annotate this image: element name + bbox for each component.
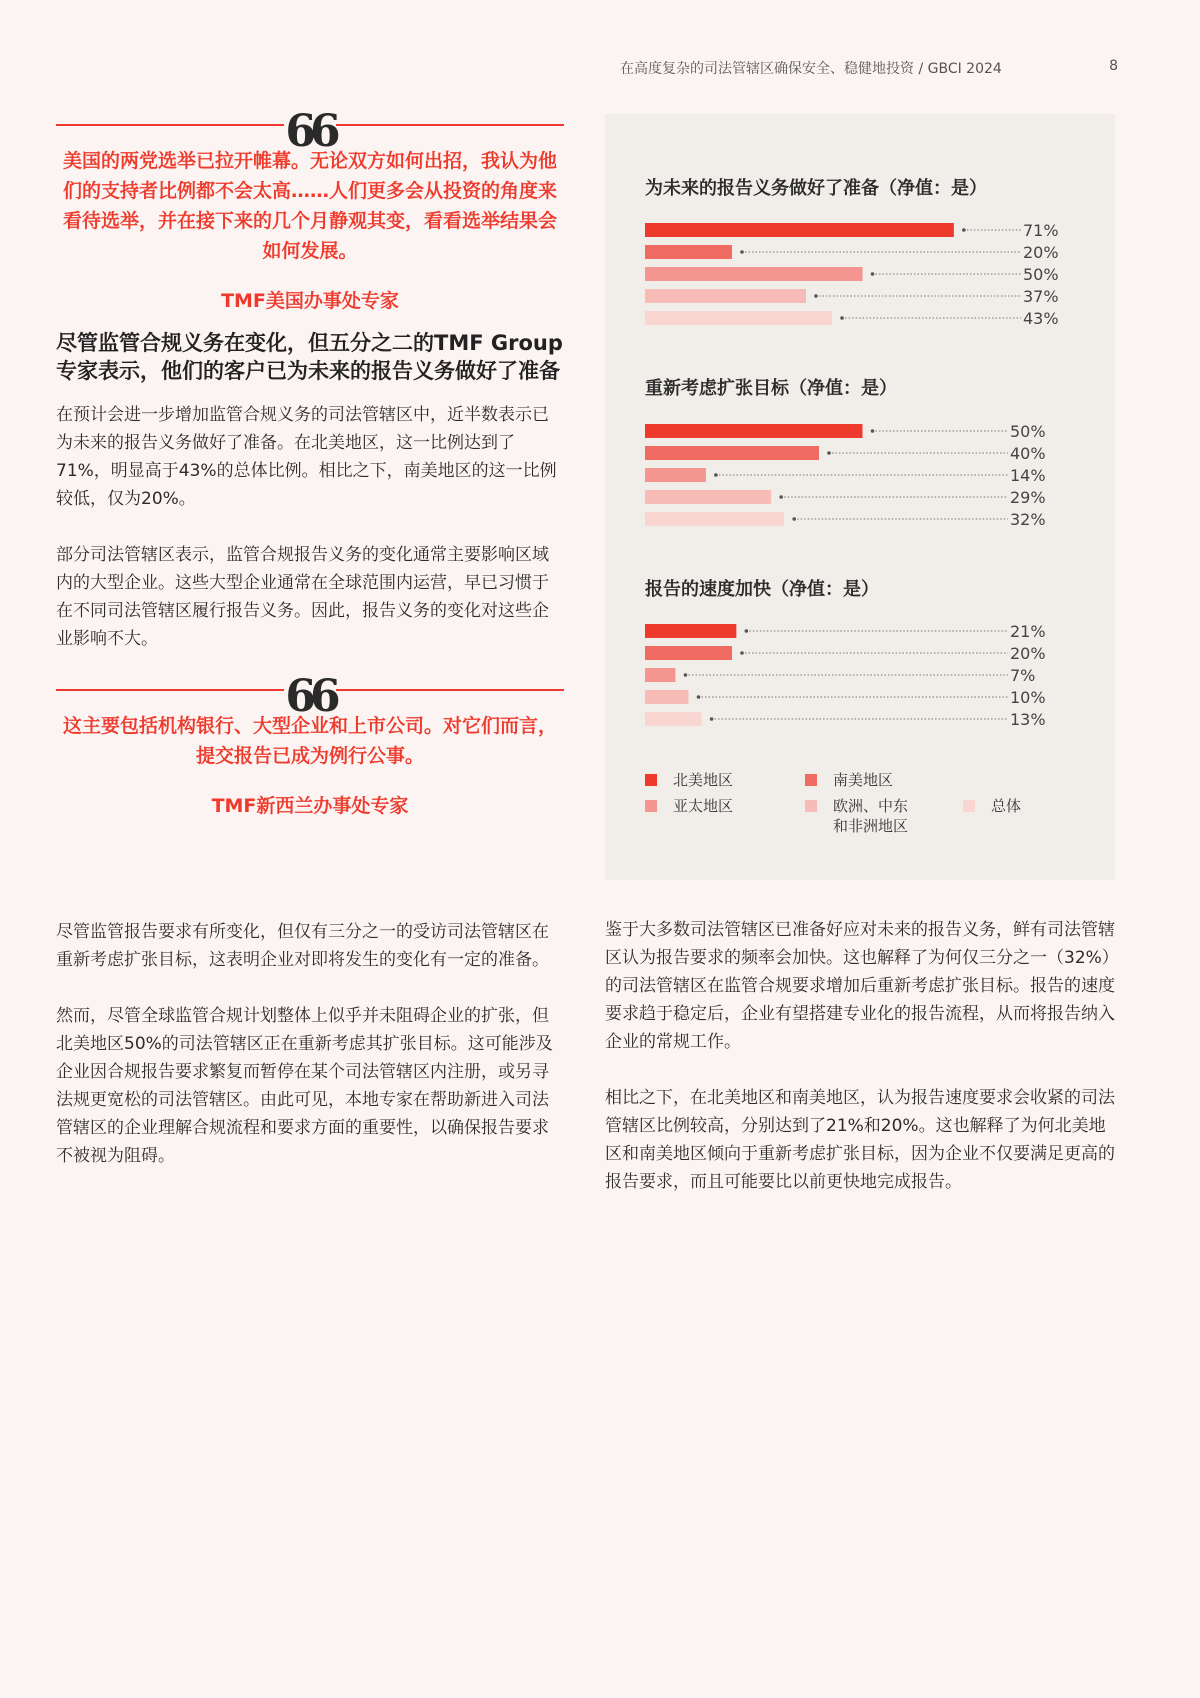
bar bbox=[645, 690, 689, 704]
legend-label-line: 和非洲地区 bbox=[833, 817, 909, 835]
data-label: 40% bbox=[1010, 444, 1046, 463]
body-paragraph: 尽管监管报告要求有所变化，但仅有三分之一的受访司法管辖区在重新考虑扩张目标，这表明企业对即将发生的变化有一定的准备。 bbox=[56, 922, 549, 970]
bar-chart-expansion bbox=[605, 420, 1115, 540]
body-paragraph: 鉴于大多数司法管辖区已准备好应对未来的报告义务，鲜有司法管辖区认为报告要求的频率会加快。这也解释了为何仅三分之一（32%）的司法管辖区在监管合规要求增加后重新考虑扩张目标。报告的速度要求趋于稳定后，企业有望搭建专业化的报告流程，从而将报告纳入企业的常规工作。 bbox=[605, 920, 1115, 1052]
left-bottom-text bbox=[56, 918, 564, 1170]
legend-item bbox=[963, 796, 1021, 816]
bar-chart-speed bbox=[605, 620, 1115, 740]
leader-dot bbox=[745, 629, 749, 633]
leader-dot bbox=[710, 717, 714, 721]
legend-label: 北美地区 bbox=[673, 771, 734, 789]
legend-swatch bbox=[805, 774, 817, 786]
quote-attribution: TMF新西兰办事处专家 bbox=[211, 795, 409, 817]
right-bottom-text bbox=[605, 916, 1115, 1196]
legend-label: 南美地区 bbox=[833, 771, 894, 789]
quote-mark-icon: 66 bbox=[285, 671, 335, 722]
chart-title: 为未来的报告义务做好了准备（净值：是） bbox=[645, 178, 987, 199]
body-paragraph: 相比之下，在北美地区和南美地区，认为报告速度要求会收紧的司法管辖区比例较高，分别达到了21%和20%。这也解释了为何北美地区和南美地区倾向于重新考虑扩张目标，因为企业不仅要满足更高的报告要求，而且可能要比以前更快地完成报告。 bbox=[605, 1088, 1115, 1192]
bar bbox=[645, 624, 736, 638]
data-label: 13% bbox=[1010, 710, 1046, 729]
quote-text: 美国的两党选举已拉开帷幕。无论双方如何出招，我认为他们的支持者比例都不会太高……人们更多会从投资的角度来看待选举，并在接下来的几个月静观其变，看看选举结果会如何发展。 bbox=[62, 150, 557, 262]
legend-swatch bbox=[645, 800, 657, 812]
bar bbox=[645, 446, 819, 460]
legend-label: 总体 bbox=[991, 797, 1022, 815]
legend-item bbox=[645, 796, 733, 816]
data-label: 71% bbox=[1023, 221, 1059, 240]
bar-chart-readiness bbox=[605, 219, 1115, 339]
chart-panel bbox=[605, 114, 1115, 880]
chart-title: 报告的速度加快（净值：是） bbox=[645, 579, 879, 600]
leader-dot bbox=[740, 250, 744, 254]
leader-dot bbox=[792, 517, 796, 521]
data-label: 32% bbox=[1010, 510, 1046, 529]
data-label: 43% bbox=[1023, 309, 1059, 328]
bar bbox=[645, 223, 954, 237]
data-label: 37% bbox=[1023, 287, 1059, 306]
data-label: 50% bbox=[1023, 265, 1059, 284]
leader-dot bbox=[684, 673, 688, 677]
legend-item bbox=[645, 770, 733, 790]
data-label: 20% bbox=[1023, 243, 1059, 262]
body-paragraph: 然而，尽管全球监管合规计划整体上似乎并未阻碍企业的扩张，但北美地区50%的司法管辖区正在重新考虑其扩张目标。这可能涉及企业因合规报告要求繁复而暂停在某个司法管辖区内注册，或另寻法规更宽松的司法管辖区。由此可见，本地专家在帮助新进入司法管辖区的企业理解合规流程和要求方面的重要性，以确保报告要求不被视为阻碍。 bbox=[56, 1006, 553, 1166]
bar bbox=[645, 468, 706, 482]
divider-line bbox=[56, 124, 284, 126]
bar bbox=[645, 245, 732, 259]
page-header bbox=[620, 58, 1118, 78]
quote-attribution: TMF美国办事处专家 bbox=[221, 290, 399, 312]
legend-swatch bbox=[963, 800, 975, 812]
divider-line bbox=[336, 124, 564, 126]
divider-line bbox=[56, 689, 284, 691]
leader-dot bbox=[962, 228, 966, 232]
bar bbox=[645, 668, 675, 682]
quote-mark-icon: 66 bbox=[285, 106, 335, 157]
bar bbox=[645, 490, 771, 504]
leader-dot bbox=[714, 473, 718, 477]
data-label: 50% bbox=[1010, 422, 1046, 441]
bar bbox=[645, 267, 863, 281]
legend-label: 亚太地区 bbox=[673, 797, 734, 815]
quote-text: 这主要包括机构银行、大型企业和上市公司。对它们而言，提交报告已成为例行公事。 bbox=[62, 715, 557, 767]
leader-dot bbox=[871, 429, 875, 433]
leader-dot bbox=[827, 451, 831, 455]
data-label: 29% bbox=[1010, 488, 1046, 507]
body-paragraph: 在预计会进一步增加监管合规义务的司法管辖区中，近半数表示已为未来的报告义务做好了准备。在北美地区，这一比例达到了71%，明显高于43%的总体比例。相比之下，南美地区的这一比例较低，仅为20%。 bbox=[56, 405, 557, 509]
data-label: 7% bbox=[1010, 666, 1036, 685]
chart-title: 重新考虑扩张目标（净值：是） bbox=[645, 378, 897, 399]
bar bbox=[645, 646, 732, 660]
leader-dot bbox=[740, 651, 744, 655]
legend-item bbox=[805, 770, 893, 790]
legend-item bbox=[805, 796, 908, 836]
data-label: 14% bbox=[1010, 466, 1046, 485]
divider-line bbox=[336, 689, 564, 691]
section-heading: 尽管监管合规义务在变化，但五分之二的TMF Group专家表示，他们的客户已为未来的报告义务做好了准备 bbox=[56, 331, 563, 383]
legend-swatch bbox=[645, 774, 657, 786]
leader-dot bbox=[779, 495, 783, 499]
data-label: 10% bbox=[1010, 688, 1046, 707]
legend-label bbox=[833, 796, 908, 836]
quote-divider bbox=[56, 106, 564, 157]
body-paragraph: 部分司法管辖区表示，监管合规报告义务的变化通常主要影响区域内的大型企业。这些大型企业通常在全球范围内运营，早已习惯于在不同司法管辖区履行报告义务。因此，报告义务的变化对这些企业影响不大。 bbox=[56, 545, 549, 649]
left-column bbox=[56, 106, 564, 818]
quote-divider bbox=[56, 671, 564, 722]
leader-dot bbox=[814, 294, 818, 298]
page-number: 8 bbox=[1109, 58, 1118, 74]
leader-dot bbox=[697, 695, 701, 699]
header-title: 在高度复杂的司法管辖区确保安全、稳健地投资 / GBCI 2024 bbox=[620, 61, 1002, 77]
data-label: 20% bbox=[1010, 644, 1046, 663]
bar bbox=[645, 311, 832, 325]
data-label: 21% bbox=[1010, 622, 1046, 641]
legend-label-line: 欧洲、中东 bbox=[833, 797, 909, 815]
leader-dot bbox=[840, 316, 844, 320]
bar bbox=[645, 289, 806, 303]
legend-swatch bbox=[805, 800, 817, 812]
bar bbox=[645, 712, 702, 726]
bar bbox=[645, 424, 863, 438]
bar bbox=[645, 512, 784, 526]
leader-dot bbox=[871, 272, 875, 276]
